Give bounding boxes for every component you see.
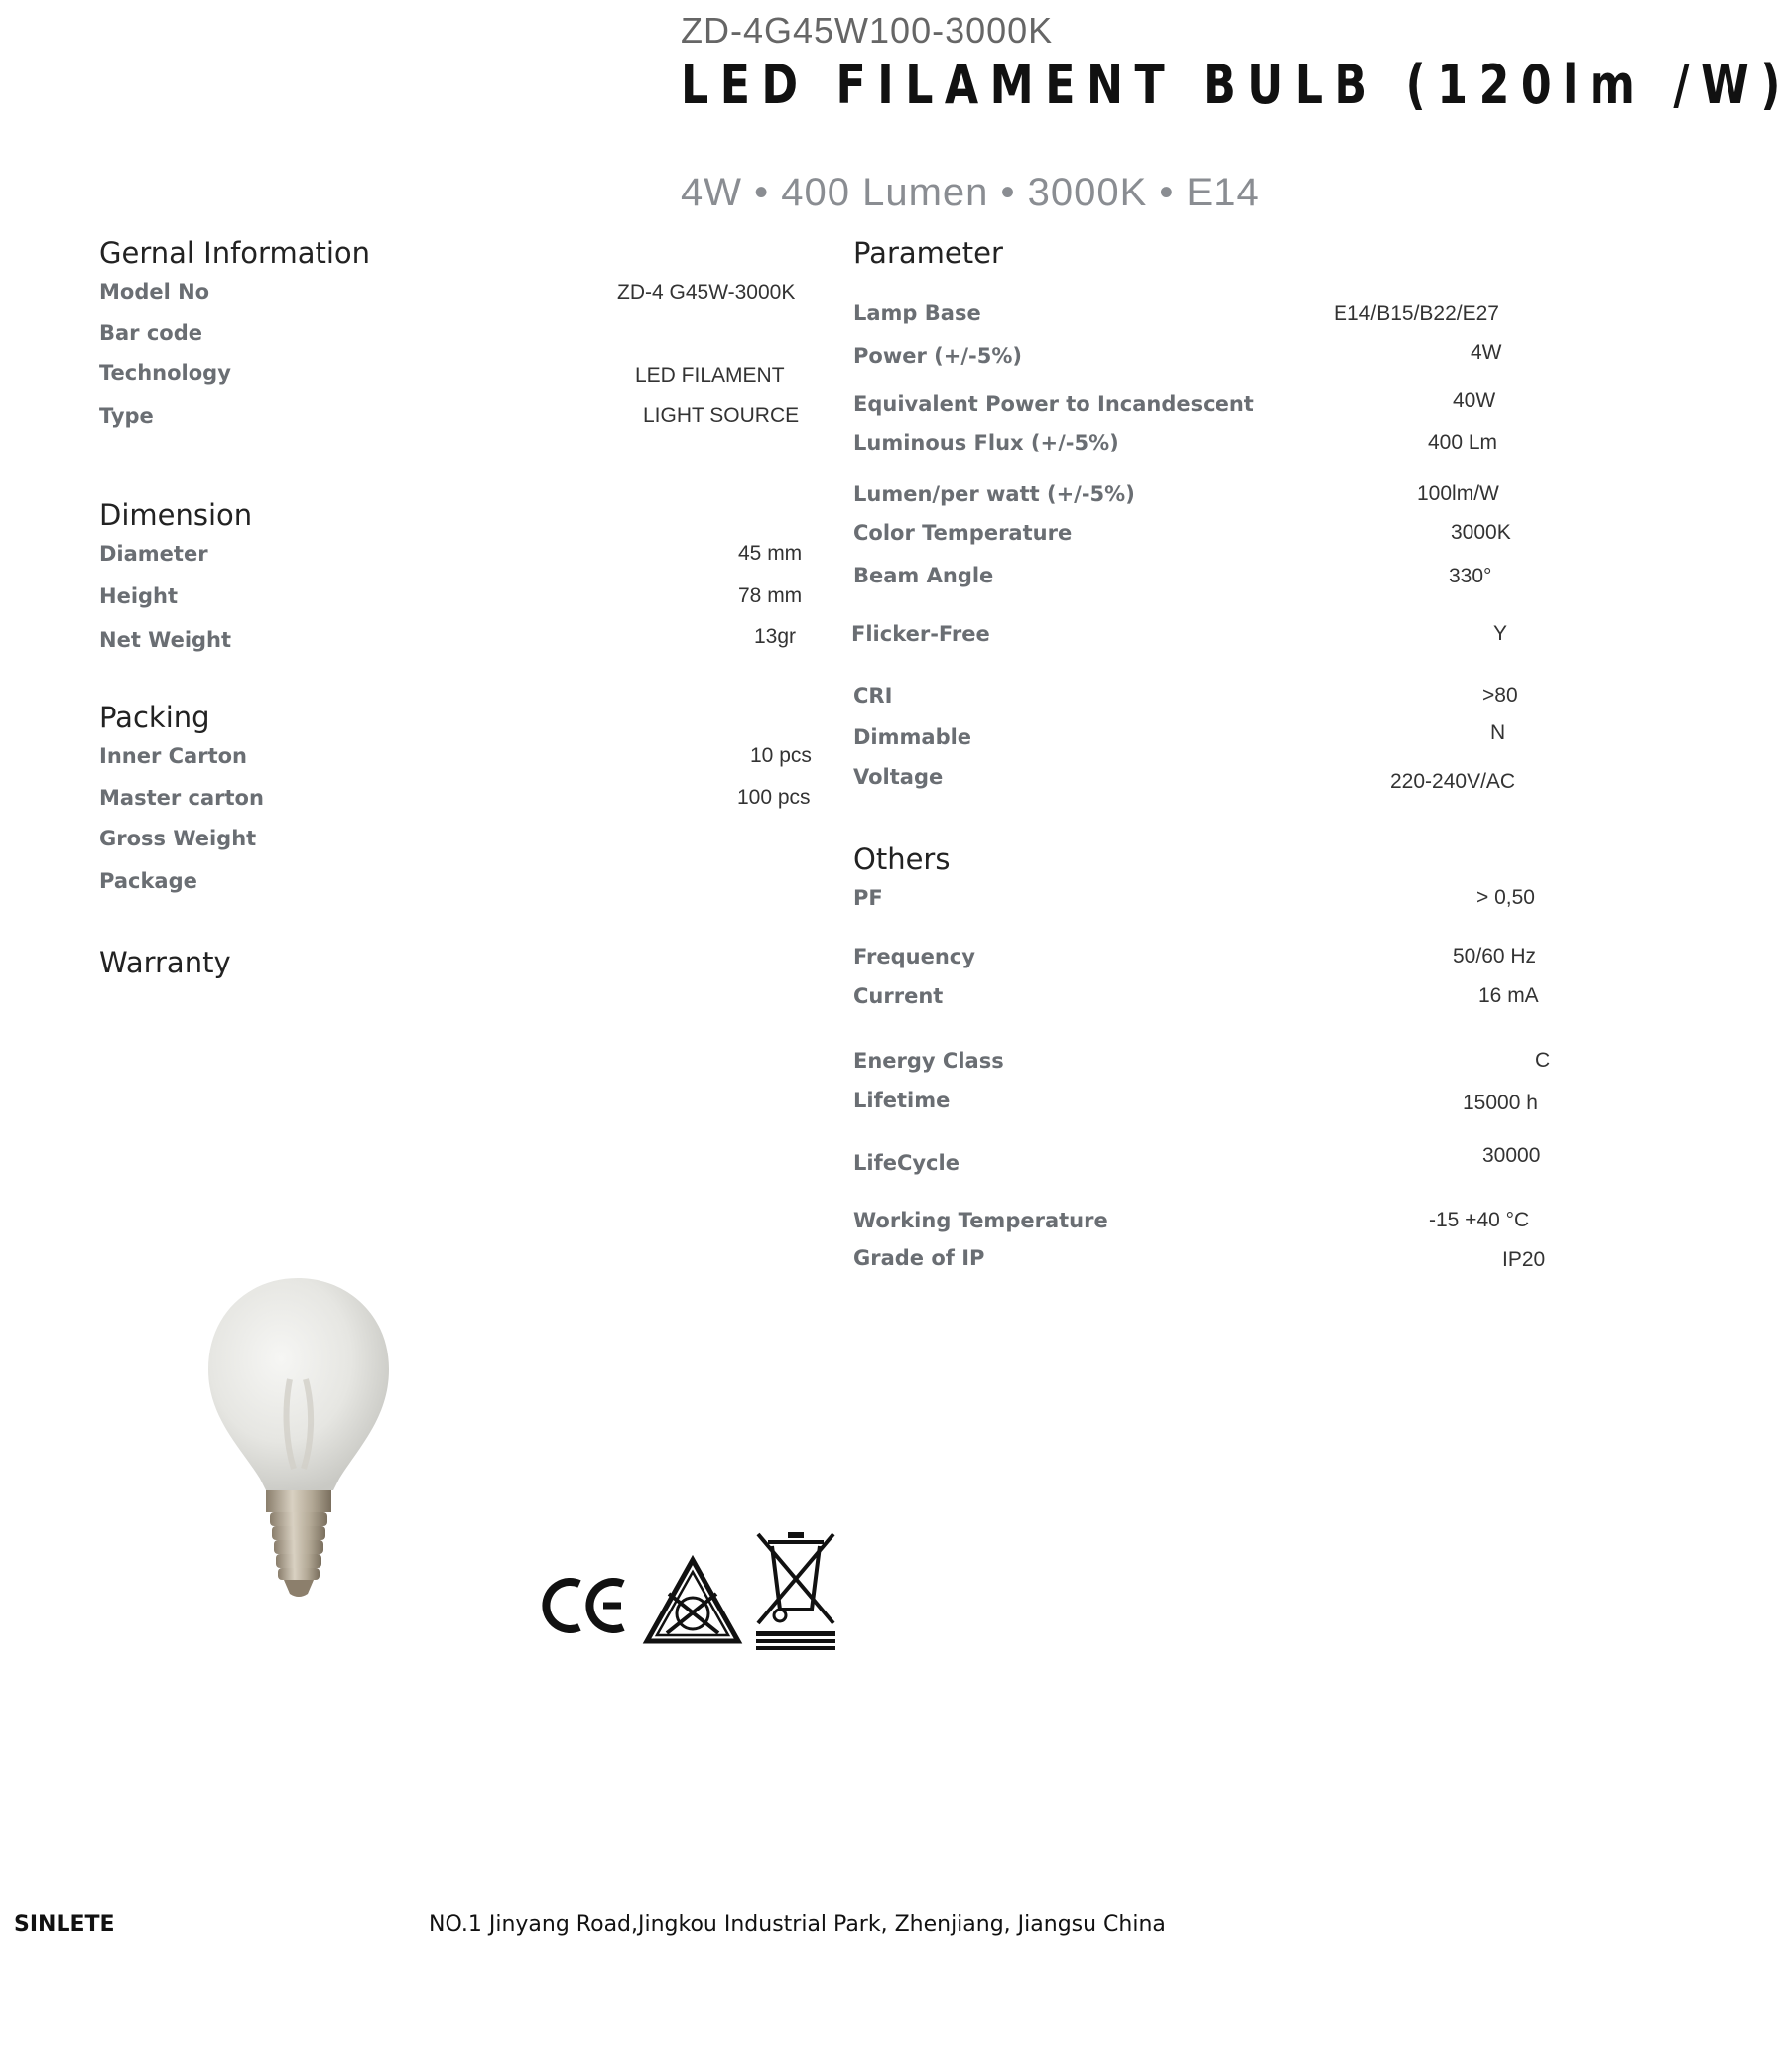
others-label-pf: PF [853, 886, 883, 910]
others-label-energy-class: Energy Class [853, 1049, 1004, 1073]
param-label-power: Power (+/-5%) [853, 344, 1022, 368]
packing-label-gross: Gross Weight [99, 827, 257, 850]
general-label-technology: Technology [99, 361, 231, 385]
others-value-lifecycle: 30000 [1482, 1144, 1541, 1167]
param-value-dimmable: N [1490, 721, 1506, 744]
others-value-energy-class: C [1535, 1049, 1551, 1072]
others-label-frequency: Frequency [853, 945, 975, 968]
others-value-working-temperature: -15 +40 °C [1429, 1209, 1530, 1231]
param-label-luminous-flux: Luminous Flux (+/-5%) [853, 431, 1119, 454]
section-heading-dimension: Dimension [99, 498, 253, 532]
general-value-type: LIGHT SOURCE [643, 404, 800, 427]
weee-bin-icon [752, 1528, 839, 1653]
general-value-technology: LED FILAMENT [635, 364, 785, 387]
dimension-value-diameter: 45 mm [738, 542, 803, 565]
section-heading-warranty: Warranty [99, 946, 231, 979]
param-value-luminous-flux: 400 Lm [1428, 431, 1498, 453]
others-value-current: 16 mA [1478, 984, 1539, 1007]
packing-label-master: Master carton [99, 786, 264, 810]
general-value-model: ZD-4 G45W-3000K [617, 281, 796, 304]
dimension-label-netweight: Net Weight [99, 628, 232, 652]
param-label-lumen-per-watt: Lumen/per watt (+/-5%) [853, 482, 1135, 506]
param-label-voltage: Voltage [853, 765, 944, 789]
general-label-model: Model No [99, 280, 210, 304]
page-title: LED FILAMENT BULB (120lm /W) [681, 54, 1792, 116]
dimension-label-diameter: Diameter [99, 542, 208, 566]
model-code: ZD-4G45W100-3000K [681, 10, 1054, 51]
others-value-frequency: 50/60 Hz [1453, 945, 1537, 967]
param-value-cri: >80 [1482, 684, 1518, 707]
param-label-dimmable: Dimmable [853, 725, 972, 749]
param-value-power: 4W [1471, 341, 1502, 364]
param-label-color-temperature: Color Temperature [853, 521, 1073, 545]
packing-label-package: Package [99, 869, 197, 893]
param-value-beam-angle: 330° [1449, 565, 1492, 587]
footer-address: NO.1 Jinyang Road,Jingkou Industrial Park, Zhenjiang, Jiangsu China [429, 1912, 1166, 1937]
ce-mark-icon [544, 1576, 629, 1635]
page-subtitle: 4W • 400 Lumen • 3000K • E14 [681, 171, 1260, 214]
others-label-working-temperature: Working Temperature [853, 1209, 1108, 1232]
param-label-beam-angle: Beam Angle [853, 564, 994, 587]
param-value-lumen-per-watt: 100lm/W [1417, 482, 1499, 505]
others-value-pf: > 0,50 [1476, 886, 1535, 909]
param-label-lamp-base: Lamp Base [853, 301, 981, 324]
packing-label-inner: Inner Carton [99, 744, 247, 768]
section-heading-packing: Packing [99, 701, 210, 734]
general-label-type: Type [99, 404, 154, 428]
general-label-barcode: Bar code [99, 322, 202, 345]
param-value-color-temperature: 3000K [1451, 521, 1511, 544]
section-heading-general: Gernal Information [99, 236, 371, 270]
param-label-cri: CRI [853, 684, 893, 708]
section-heading-parameter: Parameter [853, 236, 1003, 270]
param-value-voltage: 220-240V/AC [1390, 770, 1516, 793]
no-uv-triangle-icon [643, 1556, 742, 1647]
bulb-image [198, 1270, 407, 1608]
packing-value-inner: 10 pcs [750, 744, 812, 767]
param-label-flicker-free: Flicker-Free [851, 622, 990, 646]
param-value-flicker-free: Y [1493, 622, 1508, 645]
others-label-lifecycle: LifeCycle [853, 1151, 960, 1175]
others-value-lifetime: 15000 h [1463, 1092, 1538, 1114]
others-label-grade-ip: Grade of IP [853, 1246, 985, 1270]
footer-brand: SINLETE [14, 1912, 115, 1937]
packing-value-master: 100 pcs [737, 786, 811, 809]
others-label-lifetime: Lifetime [853, 1089, 951, 1112]
others-label-current: Current [853, 984, 944, 1008]
section-heading-others: Others [853, 842, 951, 876]
dimension-label-height: Height [99, 584, 179, 608]
param-label-equivalent-power: Equivalent Power to Incandescent [853, 392, 1254, 416]
param-value-lamp-base: E14/B15/B22/E27 [1334, 302, 1499, 324]
dimension-value-netweight: 13gr [754, 625, 797, 648]
dimension-value-height: 78 mm [738, 584, 803, 607]
param-value-equivalent-power: 40W [1453, 389, 1496, 412]
others-value-grade-ip: IP20 [1502, 1248, 1546, 1271]
